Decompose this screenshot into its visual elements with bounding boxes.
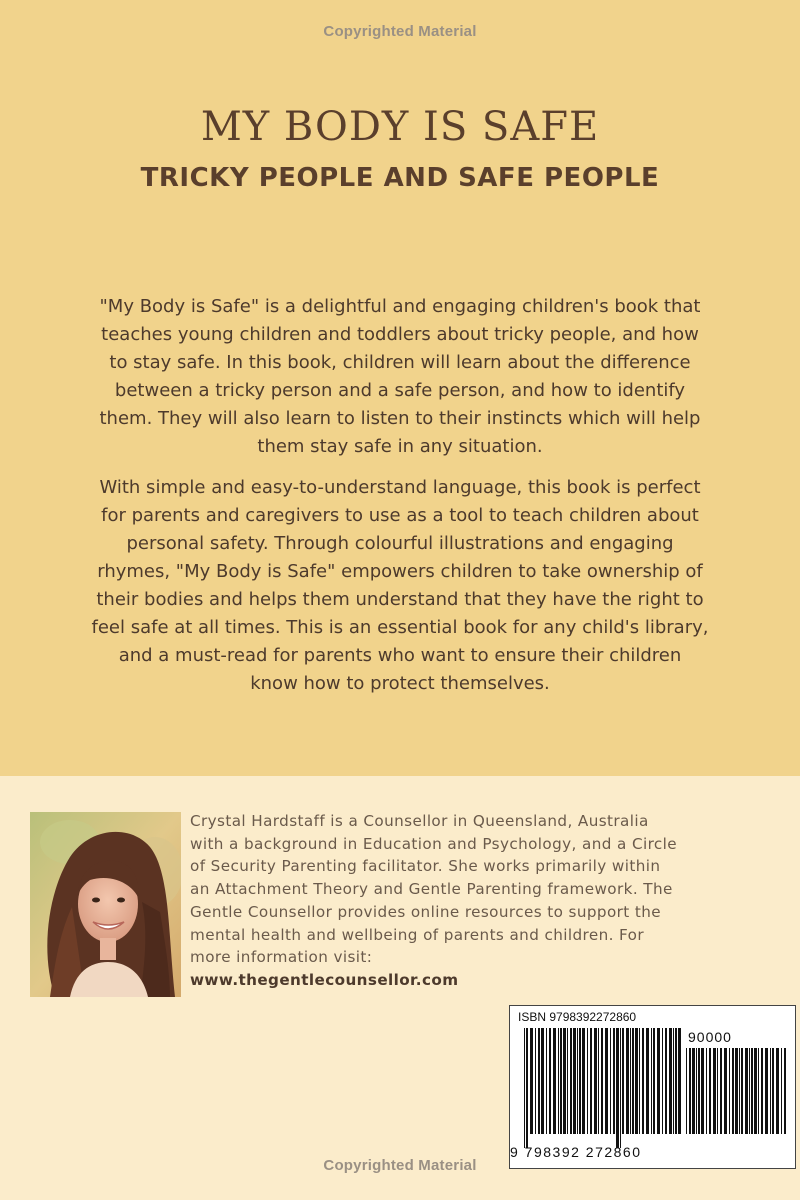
barcode-bar [639,1028,640,1134]
description-line: With simple and easy-to-understand language, this book is perfect [99,477,701,498]
barcode-bar [772,1048,774,1134]
barcode-bar [770,1048,771,1134]
bio-line: Gentle Counsellor provides online resources to support the [190,902,661,921]
bio-line: an Attachment Theory and Gentle Parenting framework. The [190,880,673,899]
barcode-bar [749,1048,750,1134]
barcode-bar [626,1028,629,1134]
barcode-bar [651,1028,652,1134]
barcode-bar [538,1028,540,1134]
barcode-bar [601,1028,603,1134]
barcode-bar [582,1028,585,1134]
barcode-bar [776,1048,779,1134]
barcode-bar [692,1048,695,1134]
barcode-bar [630,1028,631,1134]
book-title: MY BODY IS SAFE [200,104,600,150]
bio-line: with a background in Education and Psychology, and a Circle [190,834,677,853]
barcode-bar [594,1028,597,1134]
description-line: them. They will also learn to listen to their instincts which will help [99,408,701,429]
barcode-price-code: 90000 [688,1029,732,1045]
barcode-bar [590,1028,592,1134]
barcode-bar [587,1028,588,1134]
bio-line: mental health and wellbeing of parents and children. For [190,925,644,944]
description-line: their bodies and helps them understand that they have the right to [96,589,704,610]
barcode-bar [701,1048,704,1134]
barcode-bar [549,1028,551,1134]
barcode-bar [732,1048,734,1134]
barcode-bar [741,1048,743,1134]
barcode-bar [758,1048,759,1134]
description-line: personal safety. Through colourful illustrations and engaging [126,533,674,554]
barcode-bar [662,1028,663,1134]
bio-line: more information visit: [190,948,373,967]
barcode-bars-addon [686,1048,786,1148]
barcode-bar [739,1048,740,1134]
barcode-bar [526,1028,528,1148]
isbn-label: ISBN 9798392272860 [518,1010,637,1024]
barcode-bar [573,1028,576,1134]
description-line: "My Body is Safe" is a delightful and engaging children's book that [99,296,701,317]
barcode-bar [558,1028,559,1134]
description-line: feel safe at all times. This is an essential book for any child's library, [91,617,709,638]
barcode-bar [620,1028,621,1148]
barcode-bar [689,1048,691,1134]
barcode-bar [698,1048,700,1134]
description-line: and a must-read for parents who want to ensure their children [118,645,682,666]
barcode-bars-main [524,1028,682,1148]
barcode-bar [530,1028,533,1134]
barcode-bar [613,1028,615,1134]
barcode-bar [553,1028,556,1134]
barcode-bar [657,1028,660,1134]
barcode-bar [784,1048,786,1134]
barcode-bar [713,1048,716,1134]
barcode-bar [717,1048,718,1134]
bio-line: of Security Parenting facilitator. She works primarily within [190,857,661,876]
barcode-bar [546,1028,547,1134]
barcode-bar [610,1028,611,1134]
barcode-bar [653,1028,655,1134]
barcode-bar [696,1048,697,1134]
barcode-bar [665,1028,667,1134]
description-line: teaches young children and toddlers about tricky people, and how [101,324,699,345]
barcode-bar [632,1028,634,1134]
barcode-bar [761,1048,763,1134]
barcode-bar [563,1028,566,1134]
barcode-bar [678,1028,681,1134]
watermark-top: Copyrighted Material [323,23,477,40]
barcode-bar [669,1028,672,1134]
description-line: for parents and caregivers to use as a tool to teach children about [101,505,699,526]
barcode-bar [616,1028,619,1148]
description-line: rhymes, "My Body is Safe" empowers children to take ownership of [97,561,703,582]
barcode-bar [605,1028,608,1134]
book-subtitle: TRICKY PEOPLE AND SAFE PEOPLE [140,163,660,193]
barcode-bar [642,1028,644,1134]
barcode-bar [673,1028,674,1134]
barcode-bar [535,1028,536,1134]
barcode-bar [567,1028,568,1134]
barcode-bar [635,1028,638,1134]
barcode-bar [646,1028,649,1134]
description-paragraph-1 [60,293,740,461]
barcode-bar [765,1048,768,1134]
description-line: between a tricky person and a safe person, and how to identify [114,380,686,401]
description-paragraph-2 [60,474,740,698]
author-photo [30,812,181,997]
barcode-bar [781,1048,782,1134]
barcode-bar [754,1048,757,1134]
barcode-bar [675,1028,677,1134]
barcode-bar [598,1028,599,1134]
barcode-bar [570,1028,572,1134]
barcode-bar [751,1048,753,1134]
isbn-barcode [509,1005,796,1169]
author-website-link[interactable]: www.thegentlecounsellor.com [190,970,459,989]
barcode-bar [622,1028,624,1134]
barcode-bar [577,1028,578,1134]
barcode-bar [541,1028,544,1134]
watermark-bottom: Copyrighted Material [323,1157,477,1174]
barcode-bar [724,1048,727,1134]
barcode-bar [720,1048,722,1134]
bio-line: Crystal Hardstaff is a Counsellor in Queensland, Australia [190,812,649,830]
barcode-digits: 9 798392 272860 [510,1144,642,1160]
description-line: them stay safe in any situation. [257,436,543,457]
barcode-bar [745,1048,748,1134]
description-line: know how to protect themselves. [250,673,550,694]
barcode-bar [579,1028,581,1134]
description-line: to stay safe. In this book, children will learn about the difference [109,352,691,373]
barcode-bar [735,1048,738,1134]
barcode-bar [706,1048,707,1134]
author-bio [190,810,790,992]
barcode-bar [729,1048,730,1134]
barcode-bar [560,1028,562,1134]
barcode-bar [524,1028,525,1148]
barcode-bar [686,1048,687,1134]
barcode-bar [709,1048,711,1134]
